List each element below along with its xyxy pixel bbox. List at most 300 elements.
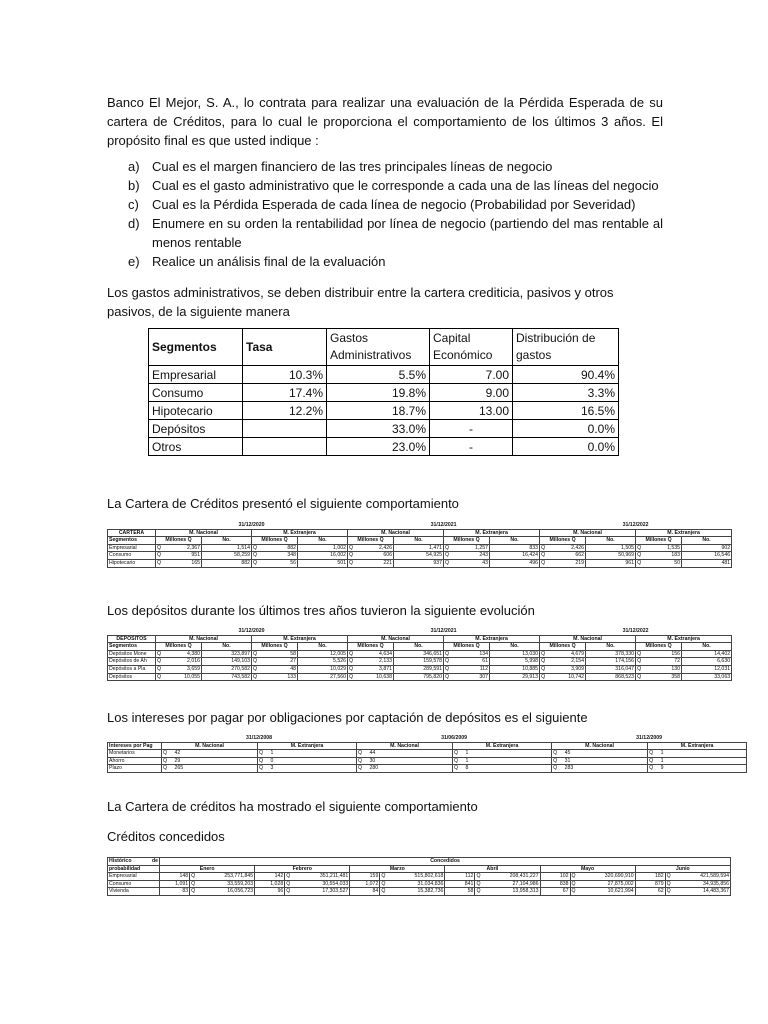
table-cell: 90.4% [513, 366, 619, 384]
table-cell: Q [358, 765, 363, 772]
table-cell: Consumo [108, 552, 156, 560]
table-row [108, 880, 731, 888]
table-cell: Consumo [108, 880, 160, 888]
table-cell: 2,367 [163, 544, 202, 552]
gastos-paragraph: Los gastos administrativos, se deben distribuir entre la cartera crediticia, pasivos y otros pasivos, de la siguiente manera [107, 285, 614, 319]
table-cell: 12.2% [243, 402, 327, 420]
task-list [107, 157, 663, 271]
task-item: d) Enumere en su orden la rentabilidad por línea de negocio (partiendo del mas rentable al menos rentable [128, 216, 663, 250]
table-row [108, 735, 747, 742]
table-cell: 58 [445, 888, 475, 896]
table-cell: 253,771,845 [197, 873, 255, 881]
table-cell: 951 [163, 552, 202, 560]
table-cell: Concedidos [160, 858, 731, 866]
table-cell: No. [490, 643, 540, 651]
table-row [108, 537, 732, 545]
table-cell: 183 [643, 552, 682, 560]
table-cell: 481 [682, 559, 732, 567]
table-cell: 606 [355, 552, 394, 560]
concedidos-table [107, 857, 731, 896]
table-cell: Millones Q [156, 537, 202, 545]
table-cell: Q [553, 757, 558, 764]
table-cell: 4,679 [547, 650, 586, 658]
table-cell: 1 [655, 750, 747, 758]
table-cell: Q [157, 665, 162, 672]
table-cell: 48 [259, 665, 298, 673]
table-row [149, 402, 619, 420]
table-cell: Intereses por Pag [108, 742, 162, 750]
table-cell: No. [682, 643, 732, 651]
table-cell: DEPOSITOS [108, 635, 156, 643]
table-cell: Q [349, 658, 354, 665]
table-cell: Q [541, 658, 546, 665]
table-cell: Q [358, 757, 363, 764]
table-cell: M. Nacional [156, 635, 252, 643]
table-cell: 58,259 [202, 552, 252, 560]
table-cell: 12,031 [682, 665, 732, 673]
table-cell: Q [445, 559, 450, 566]
table-cell: 182 [635, 873, 665, 881]
table-cell: 29 [169, 757, 258, 765]
table-cell: 14,402 [682, 650, 732, 658]
table-cell: M. Nacional [162, 742, 258, 750]
table-cell: 0 [265, 757, 357, 765]
table-cell: Q [637, 552, 642, 559]
table-cell: 17,303,527 [292, 888, 350, 896]
creditos-heading: Créditos concedidos [107, 829, 225, 844]
table-cell: 19.8% [327, 384, 430, 402]
table-cell: 1,514 [202, 544, 252, 552]
table-cell: Hipotecario [108, 559, 156, 567]
table-cell: 45 [559, 750, 648, 758]
table-cell: No. [490, 537, 540, 545]
table-row [108, 559, 732, 567]
table-cell: 10,029 [298, 665, 348, 673]
table-cell: Q [286, 880, 291, 887]
table-cell: 44 [364, 750, 453, 758]
table-cell: Q [454, 757, 459, 764]
segment-table [148, 328, 619, 456]
table-cell: Q [649, 750, 654, 757]
table-cell: M. Extranjera [252, 529, 348, 537]
table-cell: No. [202, 643, 252, 651]
table-cell: 56 [259, 559, 298, 567]
table-cell: 33,063 [682, 673, 732, 681]
table-cell: Q [157, 658, 162, 665]
table-row [108, 858, 731, 866]
table-cell: Empresarial [108, 873, 160, 881]
table-cell: 2,154 [547, 658, 586, 666]
table-cell: 31/12/2008 [162, 735, 357, 742]
table-cell: 3 [265, 765, 357, 773]
table-cell: 265 [169, 765, 258, 773]
table-cell: Depósitos de Ah [108, 658, 156, 666]
table-cell: M. Nacional [540, 635, 636, 643]
table-cell: No. [586, 643, 636, 651]
table-cell: 10,742 [547, 673, 586, 681]
table-row [108, 529, 732, 537]
table-cell: 882 [202, 559, 252, 567]
table-cell: Millones Q [252, 643, 298, 651]
table-cell: 142 [255, 873, 285, 881]
table-cell: 316,047 [586, 665, 636, 673]
table-cell: 5.5% [327, 366, 430, 384]
table-cell: 33.0% [327, 420, 430, 438]
table-cell: 270,582 [202, 665, 252, 673]
table-cell: M. Extranjera [648, 742, 747, 750]
table-cell: 3,909 [547, 665, 586, 673]
cartera-table [107, 522, 732, 568]
table-cell: 159 [350, 873, 380, 881]
table-cell: Segmentos [108, 643, 156, 651]
table-cell: No. [202, 537, 252, 545]
header-cell: Gastos Administrativos [327, 329, 430, 366]
task-item: a) Cual es el margen financiero de las tres principales líneas de negocio [128, 159, 553, 174]
table-cell: 841 [445, 880, 475, 888]
table-cell: 868,523 [586, 673, 636, 681]
table-cell: M. Nacional [357, 742, 453, 750]
table-cell: 833 [490, 544, 540, 552]
table-cell: 219 [547, 559, 586, 567]
table-cell: 1 [460, 757, 552, 765]
table-cell: 13,958,313 [482, 888, 540, 896]
table-cell: 1,471 [394, 544, 444, 552]
table-cell: 358 [643, 673, 682, 681]
table-cell: Q [191, 888, 196, 895]
table-cell: 31/12/2021 [348, 522, 540, 529]
table-cell: 351,211,481 [292, 873, 350, 881]
table-cell: 208,431,227 [482, 873, 540, 881]
label-text: Histórico [109, 858, 132, 864]
table-cell: Q [163, 750, 168, 757]
table-cell: Q [349, 665, 354, 672]
table-cell: 31 [559, 757, 648, 765]
table-cell: Q [253, 650, 258, 657]
table-cell: 743,582 [202, 673, 252, 681]
table-cell: Mayo [540, 865, 635, 873]
table-cell: Q [445, 544, 450, 551]
table-cell: 378,330 [586, 650, 636, 658]
table-cell [108, 735, 162, 742]
table-cell: 42 [169, 750, 258, 758]
table-cell: Q [666, 873, 671, 880]
table-cell: Q [157, 552, 162, 559]
table-cell: Q [476, 873, 481, 880]
table-cell: 50,969 [586, 552, 636, 560]
table-cell: 27 [259, 658, 298, 666]
table-cell: Q [349, 650, 354, 657]
table-cell: 7.00 [430, 366, 513, 384]
table-cell: Empresarial [108, 544, 156, 552]
table-cell: Q [157, 559, 162, 566]
table-cell: 902 [682, 544, 732, 552]
table-cell: Q [445, 665, 450, 672]
table-cell: 1 [655, 757, 747, 765]
table-cell: Q [157, 544, 162, 551]
table-row [108, 765, 747, 773]
table-cell: M. Extranjera [444, 635, 540, 643]
table-cell: Otros [149, 438, 243, 456]
table-cell: Ahorro [108, 757, 162, 765]
table-cell: 10,638 [355, 673, 394, 681]
table-cell: 148 [160, 873, 190, 881]
table-cell: Millones Q [444, 643, 490, 651]
table-cell: - [430, 420, 513, 438]
table-cell: M. Nacional [552, 742, 648, 750]
table-cell: Q [286, 888, 291, 895]
table-cell: 72 [643, 658, 682, 666]
table-row [149, 438, 619, 456]
intro-paragraph: Banco El Mejor, S. A., lo contrata para realizar una evaluación de la Pérdida Esperada de su cartera de Créditos, para lo cual le proporciona el comportamiento de los últimos 3 años. El propósito final es que usted indique : [107, 95, 663, 148]
table-cell: Q [253, 544, 258, 551]
table-cell: 18.7% [327, 402, 430, 420]
table-cell: 1,002 [298, 544, 348, 552]
table-cell: 3,659 [163, 665, 202, 673]
table-cell: 10.3% [243, 366, 327, 384]
table-row [108, 552, 732, 560]
table-cell: M. Extranjera [258, 742, 357, 750]
table-cell: 3.3% [513, 384, 619, 402]
table-cell: 62 [635, 888, 665, 896]
table-cell: 102 [540, 873, 570, 881]
table-cell: Millones Q [348, 643, 394, 651]
table-cell: 67 [540, 888, 570, 896]
table-cell: No. [298, 643, 348, 651]
table-cell: Q [191, 880, 196, 887]
table-cell: 2,426 [355, 544, 394, 552]
table-cell: 27,875,002 [577, 880, 635, 888]
table-cell: 6,630 [682, 658, 732, 666]
table-cell: Depósitos Mone [108, 650, 156, 658]
table-cell: Q [253, 552, 258, 559]
table-cell: Q [253, 665, 258, 672]
table-cell: 1 [265, 750, 357, 758]
table-cell: Q [381, 880, 386, 887]
table-cell: Q [637, 544, 642, 551]
table-cell: Marzo [350, 865, 445, 873]
table-cell: Vivienda [108, 888, 160, 896]
table-row [108, 665, 732, 673]
table-cell: Q [476, 888, 481, 895]
table-cell: 879 [635, 880, 665, 888]
table-cell: 16,546 [682, 552, 732, 560]
table-cell: probabilidad [108, 865, 160, 873]
table-cell: Enero [160, 865, 255, 873]
table-cell: 174,156 [586, 658, 636, 666]
table-cell: 31/12/2022 [540, 628, 732, 635]
table-cell: Q [259, 765, 264, 772]
table-cell: Q [541, 544, 546, 551]
table-cell: 149,103 [202, 658, 252, 666]
table-cell [243, 420, 327, 438]
table-cell: Q [445, 552, 450, 559]
header-cell: Tasa [243, 329, 327, 366]
table-cell: Millones Q [444, 537, 490, 545]
table-cell: 31/12/2021 [348, 628, 540, 635]
table-row [108, 873, 731, 881]
table-cell: 14,483,367 [672, 888, 730, 896]
table-cell: Q [541, 650, 546, 657]
table-cell: 10,621,994 [577, 888, 635, 896]
table-cell [108, 522, 156, 529]
table-cell: Q [666, 880, 671, 887]
table-cell: Q [553, 750, 558, 757]
table-cell: Millones Q [348, 537, 394, 545]
table-cell: 31/12/2020 [156, 522, 348, 529]
table-row [108, 658, 732, 666]
table-cell: 31,034,836 [387, 880, 445, 888]
table-cell: M. Extranjera [453, 742, 552, 750]
table-cell: 1,072 [350, 880, 380, 888]
table-cell: Millones Q [156, 643, 202, 651]
table-cell: Q [259, 750, 264, 757]
table-cell: 2,133 [355, 658, 394, 666]
table-cell: 29,913 [490, 673, 540, 681]
table-cell: 307 [451, 673, 490, 681]
table-cell: Q [163, 757, 168, 764]
table-cell: 133 [259, 673, 298, 681]
table-cell: 16,424 [490, 552, 540, 560]
table-row [108, 742, 747, 750]
table-cell: Q [259, 757, 264, 764]
table-cell: 838 [540, 880, 570, 888]
header-cell: Distribución de gastos [513, 329, 619, 366]
table-cell: Q [649, 765, 654, 772]
table-cell: 31/12/2020 [156, 628, 348, 635]
table-cell: No. [682, 537, 732, 545]
table-cell: 16.5% [513, 402, 619, 420]
task-item: b) Cual es el gasto administrativo que le corresponde a cada una de las líneas del negocio [128, 178, 659, 193]
table-cell: Q [637, 665, 642, 672]
table-cell: 0.0% [513, 438, 619, 456]
table-cell: 84 [350, 888, 380, 896]
table-cell: 33,559,203 [197, 880, 255, 888]
table-cell: Q [571, 873, 576, 880]
table-cell: M. Extranjera [636, 529, 732, 537]
table-cell: Q [541, 552, 546, 559]
table-cell: 882 [259, 544, 298, 552]
table-cell: Millones Q [540, 643, 586, 651]
table-cell: Q [571, 880, 576, 887]
table-cell: M. Extranjera [636, 635, 732, 643]
table-cell: 662 [547, 552, 586, 560]
table-cell: 156 [643, 650, 682, 658]
table-cell: Segmentos [108, 537, 156, 545]
table-cell: Febrero [255, 865, 350, 873]
table-cell: 9 [655, 765, 747, 773]
table-cell: 9.00 [430, 384, 513, 402]
table-cell: 61 [451, 658, 490, 666]
table-cell: 221 [355, 559, 394, 567]
table-cell: M. Extranjera [444, 529, 540, 537]
cartera-heading: La Cartera de Créditos presentó el siguiente comportamiento [107, 496, 459, 511]
table-row [108, 757, 747, 765]
table-cell: 3,871 [355, 665, 394, 673]
table-cell: 34,935,856 [672, 880, 730, 888]
table-cell: 2,426 [547, 544, 586, 552]
table-cell: 23.0% [327, 438, 430, 456]
table-row [108, 750, 747, 758]
table-cell: Monetarios [108, 750, 162, 758]
table-cell: No. [394, 537, 444, 545]
table-row [149, 366, 619, 384]
table-row [149, 384, 619, 402]
table-cell: Q [253, 673, 258, 680]
table-cell: 27,104,986 [482, 880, 540, 888]
table-cell: Depósitos a Pla [108, 665, 156, 673]
table-cell: Q [649, 757, 654, 764]
table-cell: 515,802,618 [387, 873, 445, 881]
table-cell: Q [476, 880, 481, 887]
intereses-table [107, 735, 747, 773]
table-cell: 165 [163, 559, 202, 567]
table-cell: Depósitos [108, 673, 156, 681]
table-cell: Q [637, 650, 642, 657]
table-cell: 280 [364, 765, 453, 773]
table-cell: 346,651 [394, 650, 444, 658]
table-cell: No. [586, 537, 636, 545]
table-cell: Q [157, 650, 162, 657]
table-row [108, 888, 731, 896]
header-cell: Segmentos [149, 329, 243, 366]
table-cell: 30 [364, 757, 453, 765]
table-cell: 13,030 [490, 650, 540, 658]
table-cell: 30,554,033 [292, 880, 350, 888]
table-cell: Empresarial [149, 366, 243, 384]
table-cell: 96 [255, 888, 285, 896]
depositos-heading: Los depósitos durante los últimos tres años tuvieron la siguiente evolución [107, 603, 535, 618]
table-cell: Q [349, 559, 354, 566]
table-cell [108, 858, 160, 866]
table-cell: 501 [298, 559, 348, 567]
table-cell: Q [253, 658, 258, 665]
table-cell: Q [358, 750, 363, 757]
table-cell: Q [541, 673, 546, 680]
table-cell: 10,885 [490, 665, 540, 673]
table-cell: Millones Q [636, 643, 682, 651]
depositos-table [107, 628, 732, 681]
table-cell: M. Nacional [156, 529, 252, 537]
table-cell: M. Nacional [348, 529, 444, 537]
table-cell: 348 [259, 552, 298, 560]
table-cell: 17.4% [243, 384, 327, 402]
table-cell: 795,820 [394, 673, 444, 681]
table-cell: 58 [259, 650, 298, 658]
table-cell: 43 [451, 559, 490, 567]
header-cell: Capital Económico [430, 329, 513, 366]
table-cell: 0.0% [513, 420, 619, 438]
table-cell: No. [394, 643, 444, 651]
table-cell: 937 [394, 559, 444, 567]
table-row [108, 650, 732, 658]
table-cell: Junio [635, 865, 730, 873]
table-cell: 961 [586, 559, 636, 567]
table-cell: Q [253, 559, 258, 566]
table-cell: 5,998 [490, 658, 540, 666]
table-row [108, 522, 732, 529]
table-cell: 83 [160, 888, 190, 896]
table-cell: 323,897 [202, 650, 252, 658]
table-cell: Consumo [149, 384, 243, 402]
table-cell: 16,056,723 [197, 888, 255, 896]
table-cell: 1 [460, 750, 552, 758]
table-cell: 31/12/2009 [552, 735, 747, 742]
table-cell: Depósitos [149, 420, 243, 438]
table-cell: Q [381, 888, 386, 895]
table-cell: 10,055 [163, 673, 202, 681]
table-row [108, 865, 731, 873]
task-item: e) Realice un análisis final de la evaluación [128, 254, 386, 269]
